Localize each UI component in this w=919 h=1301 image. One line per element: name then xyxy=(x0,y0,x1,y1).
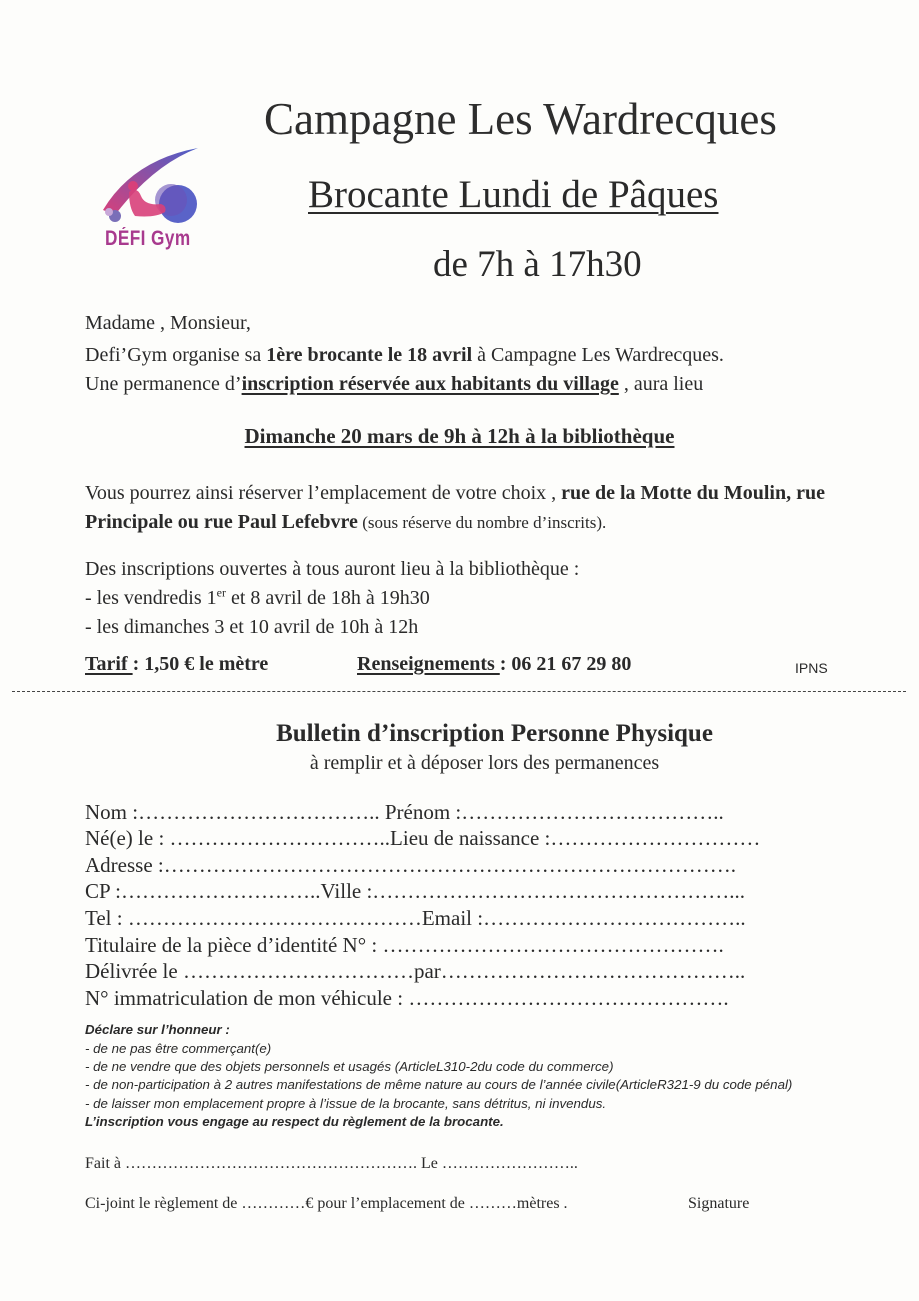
reservation-paragraph: Vous pourrez ainsi réserver l’emplacement de votre choix , rue de la Motte du Moulin, rue Principale ou rue Paul Lefebvre (sous réserve du nombre d’inscrits). xyxy=(85,482,825,533)
field-postcode-city[interactable]: CP :………………………..Ville :……………………………………………... xyxy=(85,879,746,903)
declaration-item: - de ne pas être commerçant(e) xyxy=(85,1041,272,1056)
open-registration-paragraph: Des inscriptions ouvertes à tous auront lieu à la bibliothèque : - les vendredis 1er et 8 avril de 18h à 19h30 - les dimanches 3 et 10 avril de 10h à 12h xyxy=(85,558,580,638)
declaration-item: - de ne vendre que des objets personnels et usagés (ArticleL310-2du code du commerce) xyxy=(85,1059,614,1074)
declaration-item: - de non-participation à 2 autres manifestations de même nature au cours de l’année civile(ArticleR321-9 du code pénal) xyxy=(85,1077,793,1092)
salutation: Madame , Monsieur, xyxy=(85,312,251,334)
field-address[interactable]: Adresse :………………………………………………………………………. xyxy=(85,853,736,877)
logo-text: DÉFI Gym xyxy=(105,227,191,250)
signature-label: Signature xyxy=(688,1195,750,1212)
declaration-title: Déclare sur l’honneur : xyxy=(85,1022,230,1037)
field-name[interactable]: Nom :…………………………….. Prénom :……………………………….. xyxy=(85,800,724,824)
field-birth[interactable]: Né(e) le : …………………………..Lieu de naissance :………………………… xyxy=(85,826,761,850)
form-title: Bulletin d’inscription Personne Physique xyxy=(276,720,713,747)
field-vehicle-registration[interactable]: N° immatriculation de mon véhicule : ………………………………………. xyxy=(85,986,729,1010)
event-subtitle: Brocante Lundi de Pâques xyxy=(308,173,719,216)
page-title: Campagne Les Wardrecques xyxy=(264,94,777,144)
permanence-date: Dimanche 20 mars de 9h à 12h à la bibliothèque xyxy=(244,424,675,448)
form-subtitle: à remplir et à déposer lors des permanences xyxy=(309,752,660,774)
intro-paragraph: Defi’Gym organise sa 1ère brocante le 18 avril à Campagne Les Wardrecques. Une permanence d’inscription réservée aux habitants du village , aura lieu xyxy=(85,344,724,395)
declaration-item: - de laisser mon emplacement propre à l’issue de la brocante, sans détritus, ni invendus. xyxy=(85,1096,607,1111)
tarif: Tarif : 1,50 € le mètre xyxy=(85,653,269,675)
contact-info: Renseignements : 06 21 67 29 80 xyxy=(357,653,632,675)
cut-line-divider xyxy=(12,691,906,692)
declaration-footer: L’inscription vous engage au respect du règlement de la brocante. xyxy=(85,1114,504,1129)
field-issued[interactable]: Délivrée le ……………………………par…………………………………….. xyxy=(85,959,746,983)
field-phone-email[interactable]: Tel : ……………………………………Email :……………………………….. xyxy=(85,906,746,930)
payment-field[interactable]: Ci-joint le règlement de …………€ pour l’emplacement de ………mètres . xyxy=(85,1195,568,1212)
event-hours: de 7h à 17h30 xyxy=(433,244,642,285)
field-id-number[interactable]: Titulaire de la pièce d’identité N° : …………………………………………. xyxy=(85,933,724,957)
ipns-mark: IPNS xyxy=(795,660,828,676)
place-date-field[interactable]: Fait à ………………………………………………. Le …………………….. xyxy=(85,1155,578,1172)
